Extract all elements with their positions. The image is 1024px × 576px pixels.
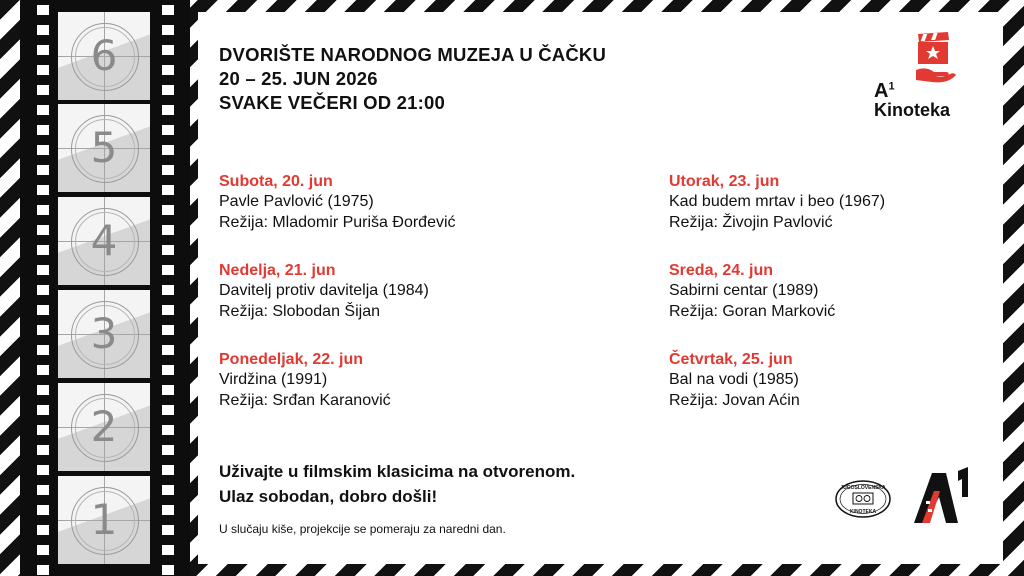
screening-item <box>669 261 835 322</box>
countdown-number: 3 <box>90 309 118 358</box>
screening-item <box>669 172 885 233</box>
screening-director: Režija: Mladomir Puriša Đorđević <box>219 214 456 231</box>
screening-item <box>219 172 456 233</box>
screening-film: Virdžina (1991) <box>219 371 328 388</box>
countdown-frame <box>58 197 150 285</box>
welcome-line-1: Uživajte u filmskim klasicima na otvorenom. <box>219 462 576 481</box>
countdown-frame <box>58 383 150 471</box>
rain-note: U slučaju kiše, projekcije se pomeraju za naredni dan. <box>219 522 506 536</box>
clapperboard-hand-icon <box>916 32 956 84</box>
screening-film: Kad budem mrtav i beo (1967) <box>669 193 886 210</box>
show-time: SVAKE VEČERI OD 21:00 <box>219 92 445 113</box>
countdown-frame <box>58 104 150 192</box>
brand-kinoteka: Kinoteka <box>874 100 951 120</box>
svg-text:KINOTEKA: KINOTEKA <box>849 509 877 515</box>
screening-director: Režija: Živojin Pavlović <box>669 214 833 231</box>
screening-item <box>669 350 800 411</box>
welcome-line-2: Ulaz sobodan, dobro došli! <box>219 487 438 506</box>
svg-text:JUGOSLOVENSKA: JUGOSLOVENSKA <box>840 485 886 491</box>
countdown-frame <box>58 12 150 100</box>
film-sprocket-holes-right <box>162 0 174 576</box>
brand-a1: $A^1$ <box>874 80 895 102</box>
screening-director: Režija: Jovan Aćin <box>669 392 800 409</box>
screening-director: Režija: Goran Marković <box>669 303 836 320</box>
countdown-number: 5 <box>90 123 118 172</box>
welcome-message <box>219 459 575 509</box>
screening-date: Sreda, 24. jun <box>669 262 774 279</box>
venue-title: DVORIŠTE NARODNOG MUZEJA U ČAČKU <box>219 44 607 65</box>
screening-director: Režija: Slobodan Šijan <box>219 303 380 320</box>
screening-item <box>219 261 429 322</box>
jugoslovenska-kinoteka-seal <box>834 479 892 519</box>
event-header <box>219 43 606 115</box>
film-strip <box>20 0 190 576</box>
countdown-number: 2 <box>90 402 118 451</box>
countdown-frame <box>58 290 150 378</box>
screening-date: Ponedeljak, 22. jun <box>219 351 364 368</box>
screening-date: Utorak, 23. jun <box>669 173 780 190</box>
countdown-frame <box>58 476 150 564</box>
screening-date: Nedelja, 21. jun <box>219 262 336 279</box>
countdown-number: 6 <box>90 31 118 80</box>
screening-item <box>219 350 391 411</box>
film-sprocket-holes-left <box>37 0 49 576</box>
countdown-number: 1 <box>90 495 118 544</box>
screening-film: Pavle Pavlović (1975) <box>219 193 374 210</box>
screening-date: Četvrtak, 25. jun <box>669 351 793 368</box>
screening-director: Režija: Srđan Karanović <box>219 392 391 409</box>
screening-film: Davitelj protiv davitelja (1984) <box>219 282 429 299</box>
a1-kinoteka-logo <box>868 32 978 128</box>
screening-film: Sabirni centar (1989) <box>669 282 819 299</box>
a1-logo-icon <box>912 467 972 527</box>
date-range: 20 – 25. JUN 2026 <box>219 68 378 89</box>
countdown-number: 4 <box>90 216 118 265</box>
screening-date: Subota, 20. jun <box>219 173 333 190</box>
screening-film: Bal na vodi (1985) <box>669 371 799 388</box>
